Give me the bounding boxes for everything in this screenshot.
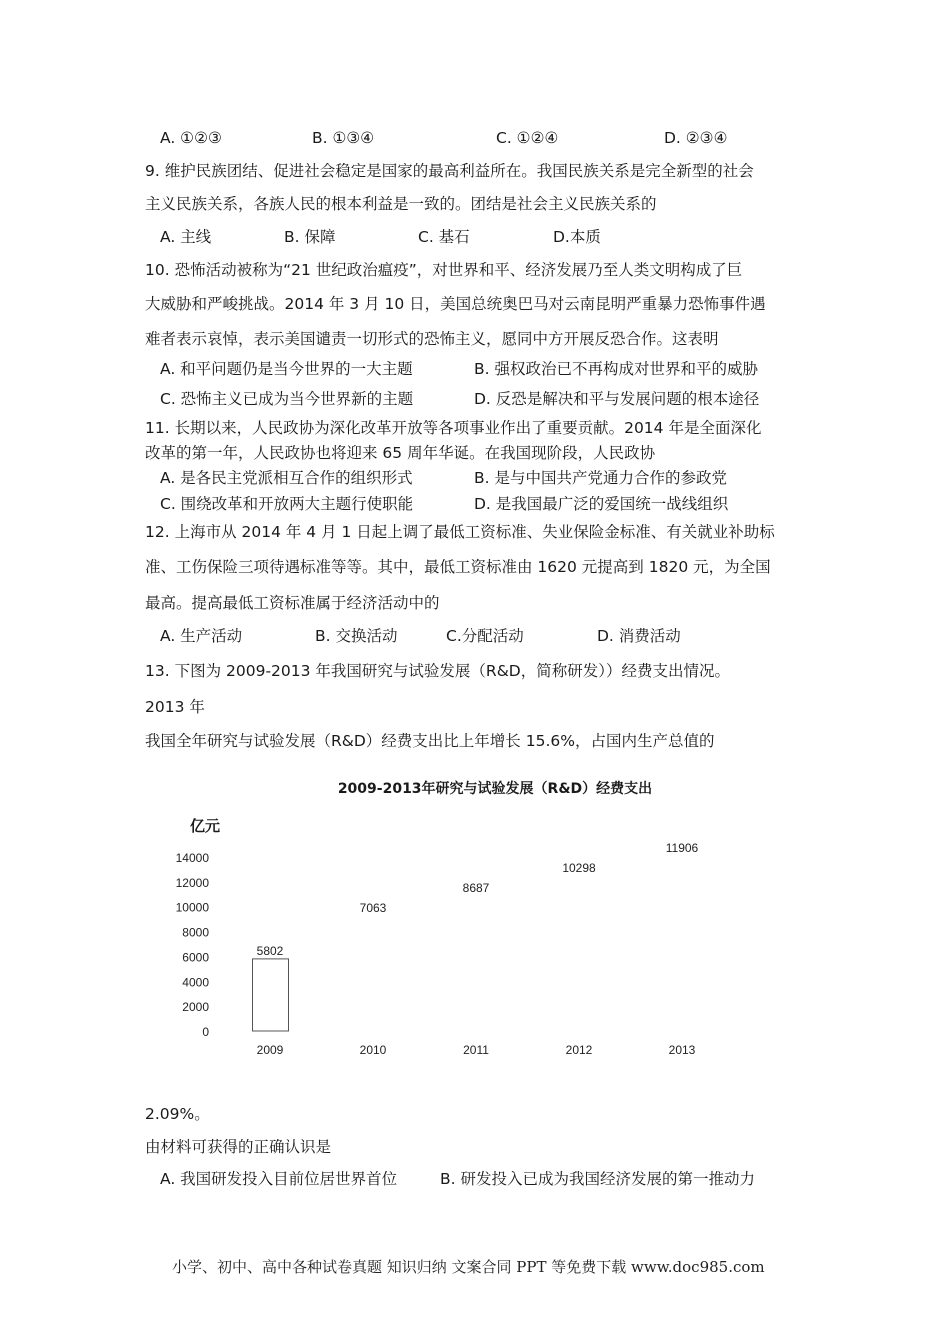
y-tick-label: 14000 [175, 851, 209, 865]
bar-value-label: 8687 [462, 881, 490, 896]
y-tick-label: 8000 [182, 925, 209, 940]
q12-option-a: A. 生产活动 [160, 627, 243, 645]
q9-option-c: C. 基石 [418, 228, 470, 246]
q10-option-a: A. 和平问题仍是当今世界的一大主题 [160, 360, 413, 378]
y-tick-label: 10000 [175, 900, 209, 915]
q13-after-line-2: 由材料可获得的正确认识是 [145, 1138, 332, 1156]
bar [253, 959, 289, 1031]
q9-stem-line-2: 主义民族关系，各族人民的根本利益是一致的。团结是社会主义民族关系的 [145, 195, 657, 213]
x-tick-label: 2011 [463, 1043, 489, 1057]
chart-y-unit: 亿元 [190, 817, 221, 835]
q12-option-c: C.分配活动 [446, 627, 524, 645]
bar [458, 923, 494, 1031]
chart-title: 2009-2013年研究与试验发展（R&D）经费支出 [337, 781, 653, 797]
q11-option-c: C. 围绕改革和开放两大主题行使职能 [160, 495, 414, 513]
q11-option-b: B. 是与中国共产党通力合作的参政党 [474, 469, 727, 487]
q12-option-b: B. 交换活动 [315, 627, 398, 645]
y-tick-label: 6000 [182, 950, 209, 965]
q8-option-a: A. ①②③ [160, 129, 222, 147]
q10-option-d: D. 反恐是解决和平与发展问题的根本途径 [474, 390, 760, 408]
q13-stem-line-3: 我国全年研究与试验发展（R&D）经费支出比上年增长 15.6%，占国内生产总值的 [145, 732, 715, 750]
q11-option-a: A. 是各民主党派相互合作的组织形式 [160, 469, 413, 487]
x-tick-label: 2009 [256, 1043, 284, 1057]
q12-stem-line-1: 12. 上海市从 2014 年 4 月 1 日起上调了最低工资标准、失业保险金标准、有关就业补助标 [145, 523, 775, 541]
q10-stem-line-1: 10. 恐怖活动被称为“21 世纪政治瘟疫”，对世界和平、经济发展乃至人类文明构成了巨 [145, 261, 743, 279]
bar-value-label: 11906 [665, 841, 699, 856]
y-tick-label: 12000 [175, 875, 209, 890]
q11-stem-line-2: 改革的第一年，人民政协也将迎来 65 周年华诞。在我国现阶段，人民政协 [145, 444, 656, 462]
bar-value-label: 10298 [562, 861, 596, 876]
q11-option-d: D. 是我国最广泛的爱国统一战线组织 [474, 495, 729, 513]
q9-option-d: D.本质 [553, 228, 601, 246]
q12-stem-line-3: 最高。提高最低工资标准属于经济活动中的 [145, 594, 440, 612]
y-tick-label: 0 [202, 1025, 209, 1039]
q9-stem-line-1: 9. 维护民族团结、促进社会稳定是国家的最高利益所在。我国民族关系是完全新型的社会 [145, 162, 754, 180]
q9-option-a: A. 主线 [160, 228, 212, 246]
x-tick-label: 2010 [359, 1043, 387, 1057]
bar [664, 883, 700, 1031]
q10-stem-line-2: 大威胁和严峻挑战。2014 年 3 月 10 日，美国总统奥巴马对云南昆明严重暴力恐怖事件遇 [145, 295, 766, 313]
q12-option-d: D. 消费活动 [597, 627, 681, 645]
footer-ad: 小学、初中、高中各种试卷真题 知识归纳 文案合同 PPT 等免费下载 www.doc985.com [172, 1258, 765, 1276]
q10-option-c: C. 恐怖主义已成为当今世界新的主题 [160, 390, 414, 408]
q13-stem-line-1: 13. 下图为 2009-2013 年我国研究与试验发展（R&D，简称研发））经费支出情况。 [145, 662, 730, 680]
q9-option-b: B. 保障 [284, 228, 336, 246]
q11-stem-line-1: 11. 长期以来，人民政协为深化改革开放等各项事业作出了重要贡献。2014 年是全面深化 [145, 419, 762, 437]
bar [561, 903, 597, 1031]
x-tick-label: 2012 [565, 1043, 593, 1057]
q8-option-b: B. ①③④ [312, 129, 375, 147]
q13-stem-line-2: 2013 年 [145, 698, 205, 716]
bar-value-label: 5802 [256, 943, 284, 958]
q8-option-c: C. ①②④ [496, 129, 559, 147]
q8-option-d: D. ②③④ [664, 129, 728, 147]
q12-stem-line-2: 准、工伤保险三项待遇标准等等。其中，最低工资标准由 1620 元提高到 1820 元，为全国 [145, 558, 771, 576]
q10-stem-line-3: 难者表示哀悼，表示美国谴责一切形式的恐怖主义，愿同中方开展反恐合作。这表明 [145, 330, 719, 348]
q13-option-a: A. 我国研发投入目前位居世界首位 [160, 1170, 398, 1188]
q13-after-line-1: 2.09%。 [145, 1105, 210, 1123]
bar [355, 943, 391, 1031]
y-tick-label: 4000 [182, 975, 209, 990]
x-tick-label: 2013 [668, 1043, 696, 1057]
y-tick-label: 2000 [182, 1000, 209, 1015]
q13-option-b: B. 研发投入已成为我国经济发展的第一推动力 [440, 1170, 755, 1188]
q10-option-b: B. 强权政治已不再构成对世界和平的威胁 [474, 360, 758, 378]
bar-value-label: 7063 [359, 901, 387, 916]
